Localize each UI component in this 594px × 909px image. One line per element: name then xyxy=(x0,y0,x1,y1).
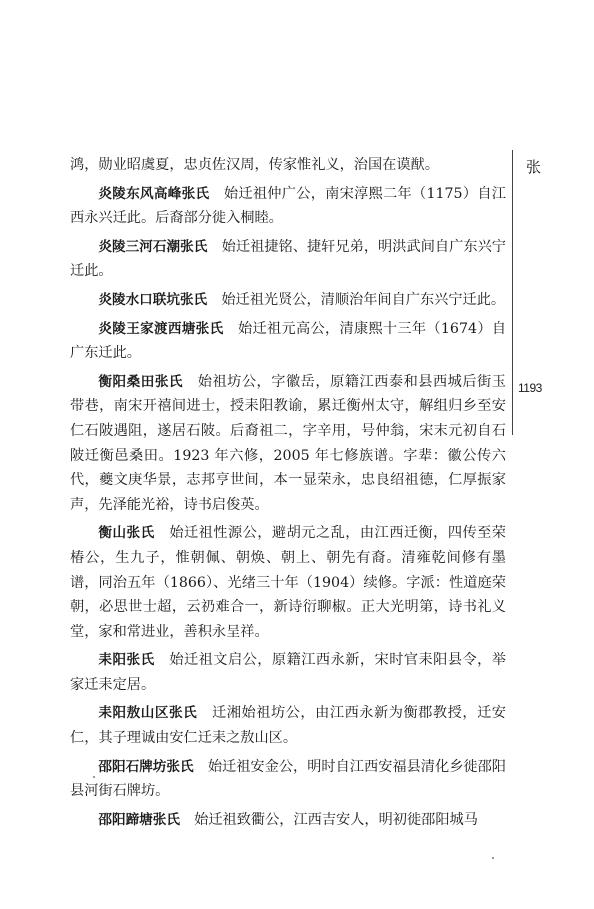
scan-speck xyxy=(93,776,95,778)
clan-name: 邵阳蹄塘张氏 xyxy=(98,811,180,828)
clan-entry xyxy=(70,288,506,313)
clan-name: 炎陵水口联坑张氏 xyxy=(98,291,208,308)
clan-name: 炎陵东风高峰张氏 xyxy=(98,185,210,202)
clan-entry xyxy=(70,317,506,366)
clan-name: 邵阳石牌坊张氏 xyxy=(98,758,194,775)
clan-entry xyxy=(70,755,506,804)
clan-name: 衡山张氏 xyxy=(98,525,155,542)
clan-description: 始迁祖光贤公，清顺治年间自广东兴宁迁此。 xyxy=(221,291,506,308)
clan-entry xyxy=(70,235,506,284)
intro-paragraph: 鸿，勋业昭虞夏，忠贞佐汉周，传家惟礼义，治国在谟猷。 xyxy=(70,157,439,173)
clan-entry xyxy=(70,701,506,750)
clan-entry xyxy=(70,521,506,644)
clan-entry xyxy=(70,648,506,697)
clan-description: 始迁祖仲广公，南宋淳熙二年（1175）自江西永兴迁此。后裔部分徙入桐睦。 xyxy=(70,185,506,227)
clan-description: 始迁祖文启公，原籍江西永新，宋时官耒阳县令，举家迁耒定居。 xyxy=(70,652,506,693)
clan-description: 始祖坊公，字徽岳，原籍江西泰和县西城后街玉带巷，南宋开禧间进士，授耒阳教谕，累迁衡州太守，解组归乡至安仁石陂遇阻，遂居石陂。后裔祖二，字辛用，号仲翁，宋末元初自石陂迁衡邑桑田。1923 年六修，2005 年七修族谱。字辈：徽公传六代，夔文庚华景，志邦亨世间，本一显荣永，忠良绍祖德，仁厚振家声，先泽能光裕，诗书启俊英。 xyxy=(70,373,506,513)
page-number: 1193 xyxy=(518,381,542,395)
clan-description: 迁湘始祖坊公，由江西永新为衡郡教授，迁安仁，其子理诚由安仁迁耒之敖山区。 xyxy=(70,705,506,747)
margin-rule xyxy=(512,150,513,435)
clan-description: 始迁祖性源公，避胡元之乱，由江西迁衡，四传至荣椿公，生九子，惟朝佩、朝焕、朝上、朝先有裔。清雍乾间修有墨谱，同治五年（1866）、光绪三十年（1904）续修。字派：性道庭荣朝，必思世士超，云礽难合一，新诗衍聊椒。正大光明第，诗书礼义堂，家和常进业，善积永呈祥。 xyxy=(70,525,506,640)
scan-speck xyxy=(492,857,494,859)
clan-description: 始迁祖致衢公，江西吉安人，明初徙邵阳城马 xyxy=(194,811,478,828)
page-body xyxy=(70,153,506,836)
entry-list xyxy=(70,182,506,833)
clan-entry xyxy=(70,182,506,231)
clan-entry xyxy=(70,808,506,833)
clan-description: 始迁祖元高公，清康熙十三年（1674）自广东迁此。 xyxy=(70,320,507,362)
clan-description: 始迁祖安金公，明时自江西安福县清化乡徙邵阳县河街石牌坊。 xyxy=(70,758,506,800)
clan-name: 耒阳敖山区张氏 xyxy=(98,705,198,722)
section-marker: 张 xyxy=(526,158,542,176)
clan-name: 衡阳桑田张氏 xyxy=(98,373,184,390)
clan-entry xyxy=(70,370,506,518)
clan-description: 始迁祖捷铭、捷轩兄弟，明洪武间自广东兴宁迁此。 xyxy=(70,238,506,280)
clan-name: 炎陵王家渡西塘张氏 xyxy=(98,320,224,337)
clan-name: 炎陵三河石潮张氏 xyxy=(98,238,208,255)
clan-name: 耒阳张氏 xyxy=(98,652,155,669)
